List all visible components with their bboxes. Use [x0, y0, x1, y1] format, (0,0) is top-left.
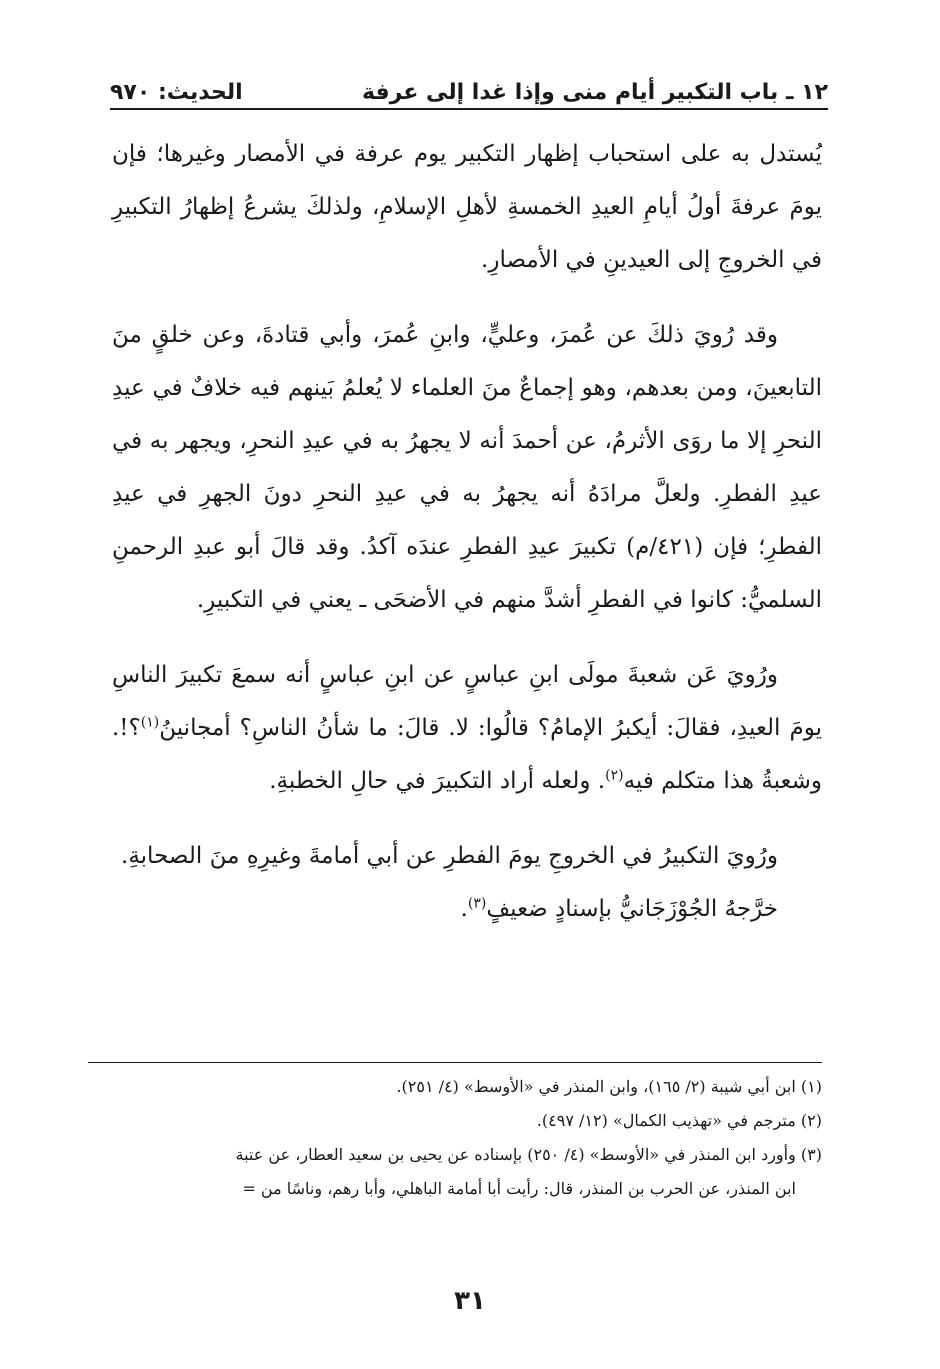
closing-text: خرَّجهُ الجُوْزَجَانيُّ بإسنادٍ ضعيفٍ	[486, 896, 778, 922]
paragraph-3	[112, 649, 822, 808]
page-number: ٣١	[454, 1286, 486, 1316]
footnote-3-line-1: (٣) وأورد ابن المنذر في «الأوسط» (٤/ ٢٥٠) بإسناده عن يحيى بن سعيد العطار، عن عتبة	[235, 1145, 822, 1164]
closing-line	[112, 883, 822, 936]
footnote-mark-2[interactable]: (٢)	[605, 767, 624, 784]
closing-period: .	[460, 896, 468, 922]
paragraph-3-start: ورُويَ عَن شعبةَ مولَى ابنِ عباسٍ عن ابنِ عباسٍ أنه سمعَ تكبيرَ الناسِ يومَ العيدِ، فقالَ: أيكبرُ الإمامُ؟ قالُوا: لا. قالَ: ما شأنُ الناسِ؟ أمجانينُ	[112, 662, 822, 741]
footnote-mark-3[interactable]: (٣)	[467, 895, 487, 912]
hadith-reference: الحديث: ٩٧٠	[110, 79, 243, 105]
chapter-title: ١٢ ـ باب التكبير أيام منى وإذا غدا إلى عرفة	[361, 79, 828, 105]
running-header	[110, 66, 828, 106]
paragraph-3-end: . ولعله أراد التكبيرَ في حالِ الخطبةِ.	[269, 768, 606, 794]
footnotes	[112, 1070, 822, 1206]
paragraph-3-middle: ؟!. وشعبةُ هذا متكلم فيه	[112, 715, 822, 794]
footnote-2: (٢) مترجم في «تهذيب الكمال» (١٢/ ٤٩٧).	[536, 1111, 822, 1130]
footnote-3-line-2: ابن المنذر، عن الحرب بن المنذر، قال: رأيت أبا أمامة الباهلي، وأبا رهم، وناسًا من =	[242, 1179, 796, 1198]
footnote-separator	[88, 1062, 822, 1063]
main-text	[112, 128, 822, 936]
header-rule	[110, 108, 828, 110]
footnote-1: (١) ابن أبي شيبة (٢/ ١٦٥)، وابن المنذر في «الأوسط» (٤/ ٢٥١).	[396, 1077, 822, 1096]
paragraph-1: يُستدل به على استحباب إظهار التكبير يوم عرفة في الأمصار وغيرها؛ فإن يومَ عرفةَ أولُ أيامِ العيدِ الخمسةِ لأهلِ الإسلامِ، ولذلكَ يشرعُ إظهارُ التكبيرِ في الخروجِ إلى العيدينِ في الأمصارِ.	[112, 141, 822, 273]
paragraph-2: وقد رُويَ ذلكَ عن عُمرَ، وعليٍّ، وابنِ عُمرَ، وأبي قتادةَ، وعن خلقٍ منَ التابعينَ، ومن بعدهم، وهو إجماعٌ منَ العلماء لا يُعلمُ بَينهم فيه خلافٌ في عيدِ النحرِ إلا ما روَى الأثرمُ، عن أحمدَ أنه لا يجهرُ به في عيدِ النحرِ، ويجهر به في عيدِ الفطرِ. ولعلَّ مرادَهُ أنه يجهرُ به في عيدِ النحرِ دونَ الجهرِ في عيدِ الفطرِ؛ فإن (٤٢١/م) تكبيرَ عيدِ الفطرِ عندَه آكدُ. وقد قالَ أبو عبدِ الرحمنِ السلميُّ: كانوا في الفطرِ أشدَّ منهم في الأضحَى ـ يعني في التكبيرِ.	[112, 322, 823, 613]
paragraph-4: ورُويَ التكبيرُ في الخروجِ يومَ الفطرِ عن أبي أمامةَ وغيرِهِ منَ الصحابةِ.	[121, 843, 778, 869]
footnote-mark-1[interactable]: (١)	[140, 714, 160, 731]
